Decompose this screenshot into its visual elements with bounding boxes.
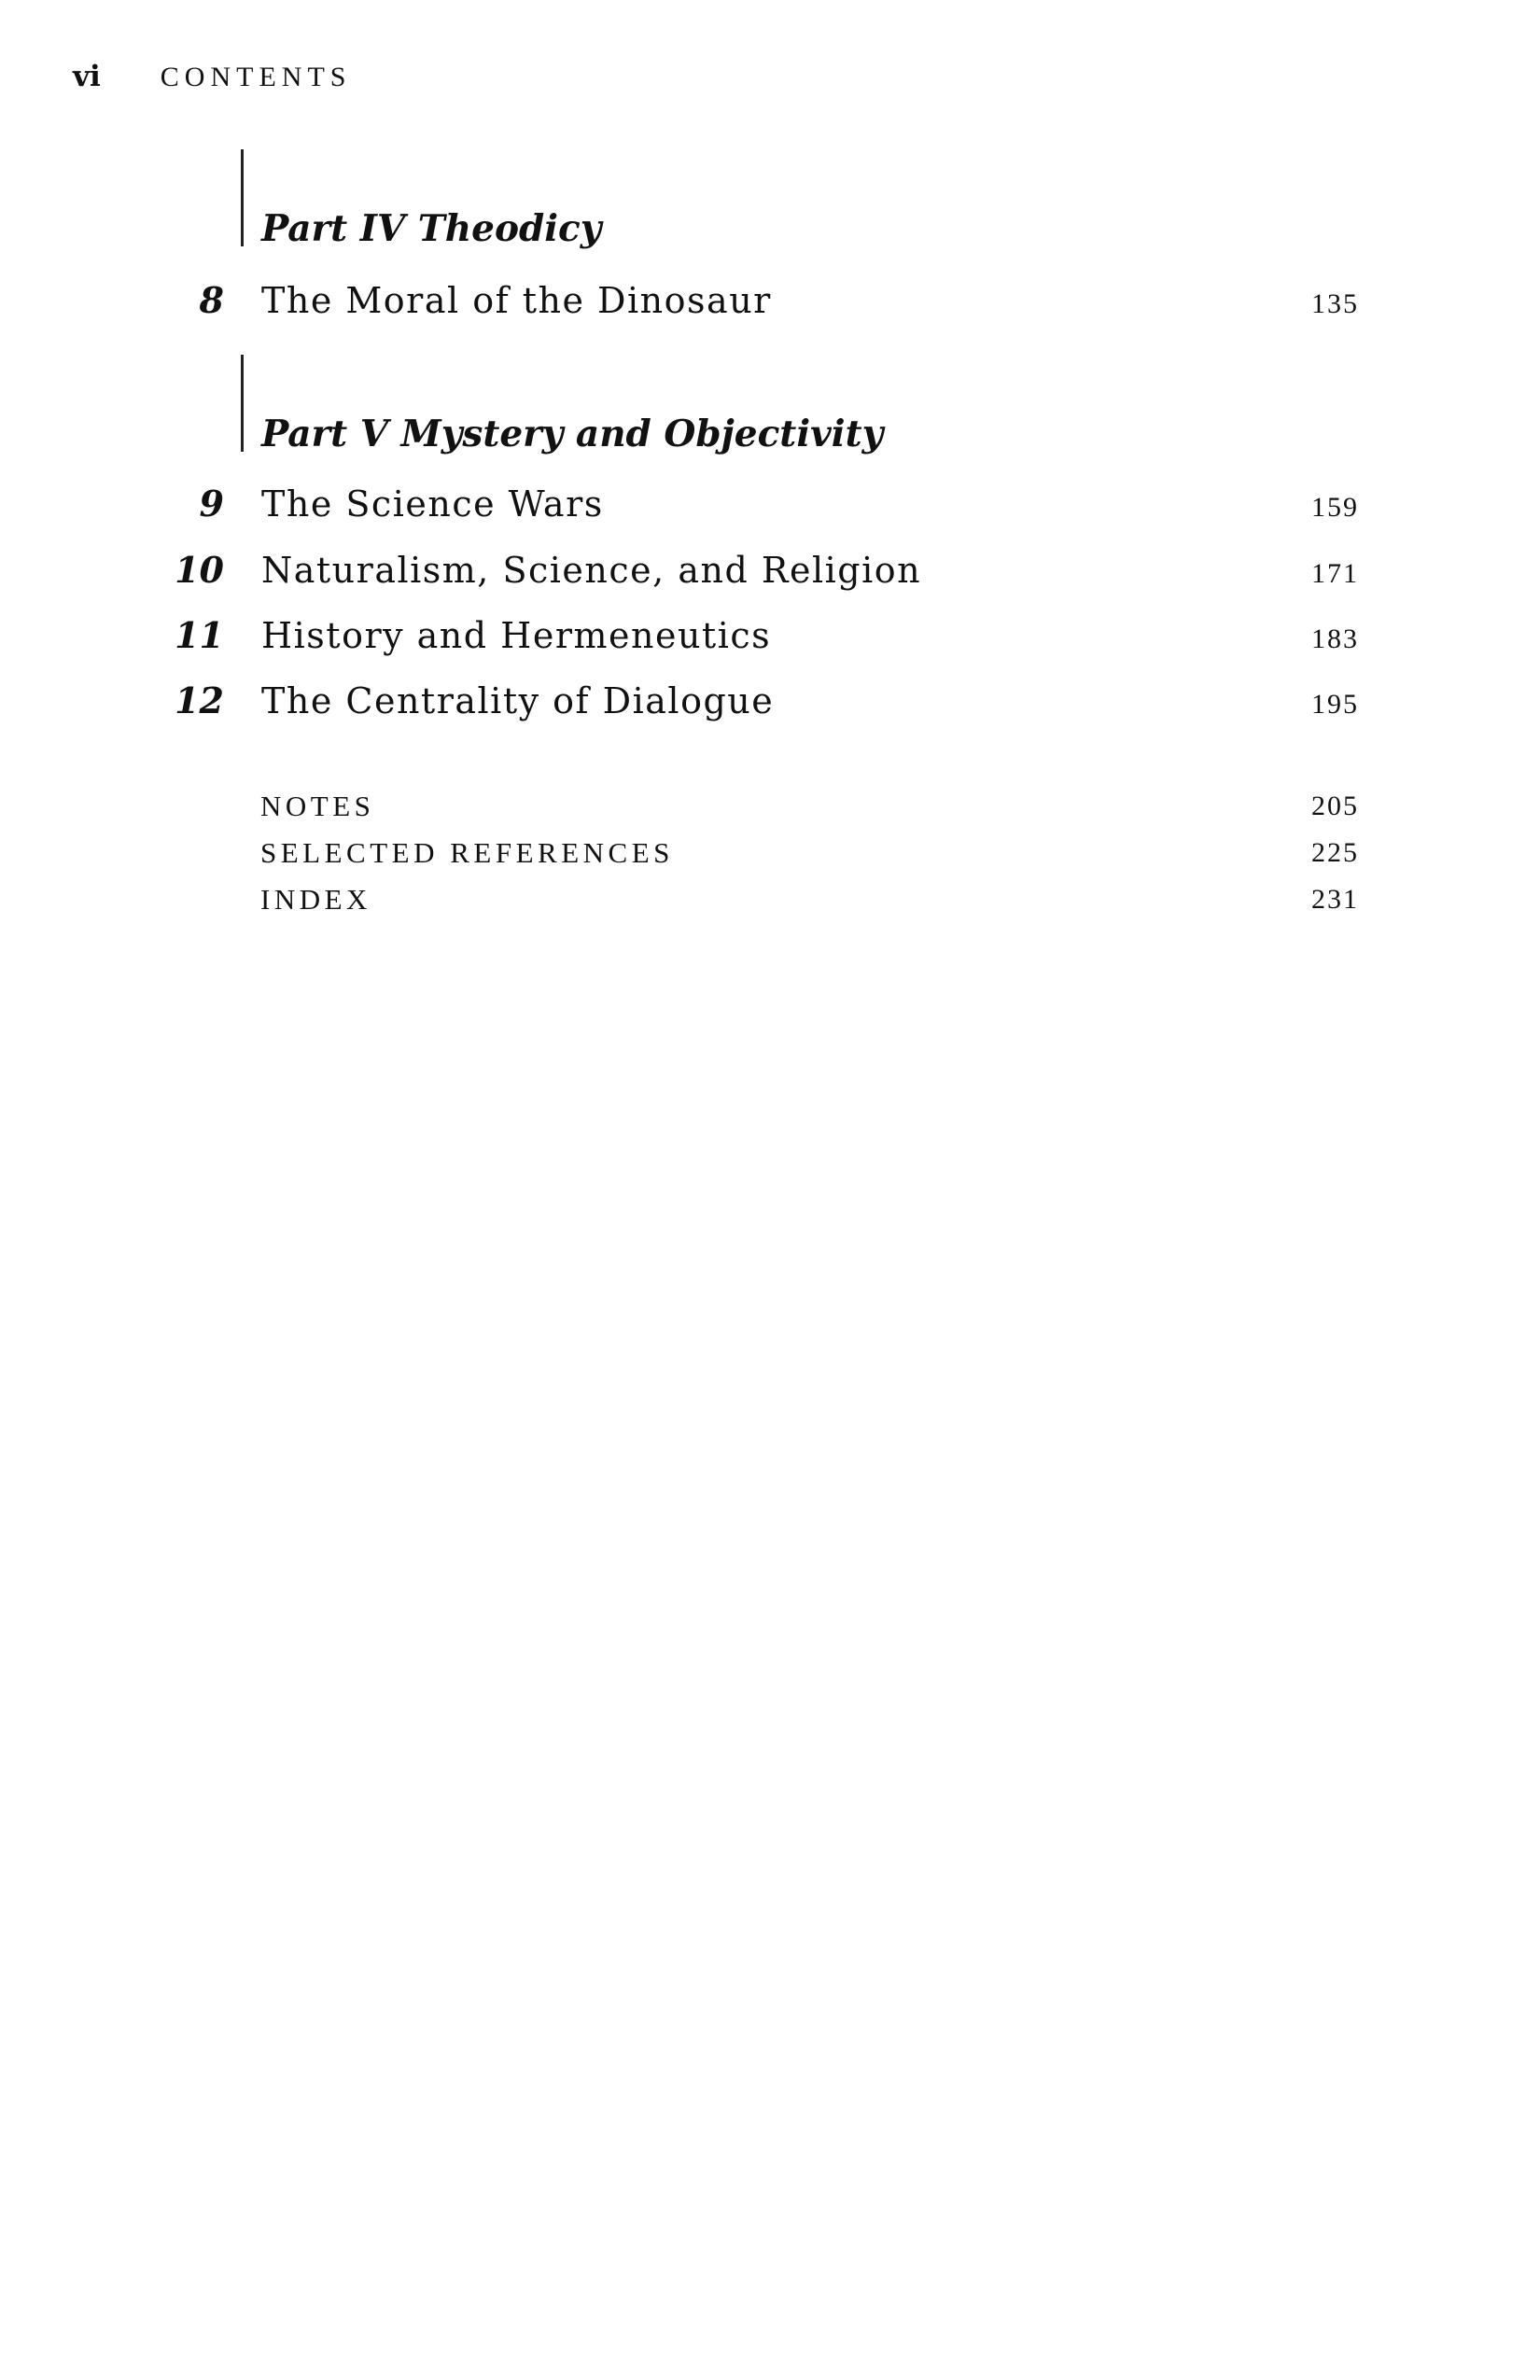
- page-folio: vi: [73, 60, 101, 93]
- running-title: CONTENTS: [160, 62, 352, 92]
- chapter-title: The Moral of the Dinosaur: [261, 280, 772, 321]
- part-rule: [241, 355, 244, 452]
- toc-entry[interactable]: [0, 609, 1540, 662]
- back-matter-label: SELECTED REFERENCES: [260, 836, 674, 869]
- toc-entry[interactable]: [0, 675, 1540, 727]
- back-matter-page: 205: [1311, 791, 1359, 821]
- chapter-page: 171: [1311, 558, 1359, 589]
- chapter-title: History and Hermeneutics: [261, 615, 772, 656]
- chapter-title: The Science Wars: [261, 483, 604, 525]
- chapter-title: The Centrality of Dialogue: [261, 680, 775, 721]
- chapter-number: 12: [175, 679, 224, 721]
- chapter-number: 11: [175, 614, 224, 656]
- part-rule: [241, 149, 244, 246]
- chapter-number: 10: [175, 549, 224, 591]
- back-matter-label: INDEX: [260, 883, 371, 916]
- toc-entry[interactable]: [0, 478, 1540, 530]
- chapter-page: 135: [1311, 288, 1359, 319]
- back-matter-entry[interactable]: [0, 788, 1540, 825]
- back-matter-page: 231: [1311, 884, 1359, 915]
- chapter-page: 195: [1311, 689, 1359, 720]
- chapter-number: 8: [199, 279, 224, 321]
- chapter-page: 159: [1311, 492, 1359, 523]
- toc-entry[interactable]: [0, 544, 1540, 596]
- running-head: [73, 60, 351, 97]
- back-matter-page: 225: [1311, 837, 1359, 868]
- part-title: Part IV Theodicy: [261, 207, 602, 250]
- back-matter-entry[interactable]: [0, 881, 1540, 918]
- back-matter-entry[interactable]: [0, 834, 1540, 872]
- part-title: Part V Mystery and Objectivity: [261, 413, 884, 455]
- chapter-number: 9: [199, 483, 224, 525]
- back-matter-label: NOTES: [260, 790, 375, 822]
- chapter-page: 183: [1311, 623, 1359, 654]
- toc-entry[interactable]: [0, 274, 1540, 327]
- chapter-title: Naturalism, Science, and Religion: [261, 550, 922, 591]
